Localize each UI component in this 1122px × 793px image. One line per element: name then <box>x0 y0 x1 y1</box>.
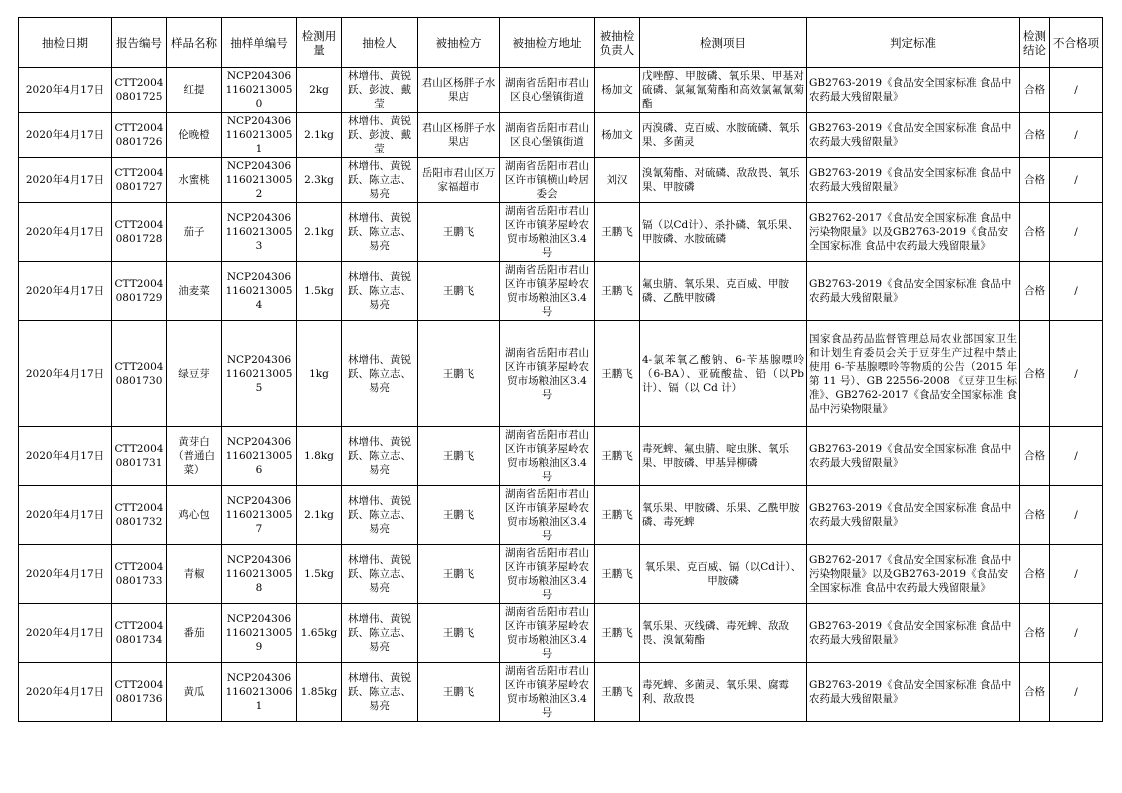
cell-sample: 伦晚橙 <box>167 113 222 158</box>
cell-address: 湖南省岳阳市君山区许市镇茅屋岭农贸市场粮油区3.4号 <box>500 321 595 427</box>
table-row <box>19 604 1103 663</box>
cell-fail: / <box>1050 262 1103 321</box>
cell-date: 2020年4月17日 <box>19 113 112 158</box>
table-row <box>19 321 1103 427</box>
cell-fail: / <box>1050 427 1103 486</box>
cell-inspector: 林增伟、黄锐跃、陈立志、易亮 <box>342 604 418 663</box>
header-date: 抽检日期 <box>19 18 112 68</box>
cell-inspected: 王鹏飞 <box>418 262 500 321</box>
cell-items: 氧乐果、克百威、镉（以Cd计）、甲胺磷 <box>640 545 807 604</box>
cell-sheet-no: NCP20430611602130058 <box>222 545 297 604</box>
cell-inspector: 林增伟、黄锐跃、陈立志、易亮 <box>342 203 418 262</box>
cell-items: 毒死蜱、氟虫腈、啶虫脒、氧乐果、甲胺磷、甲基异柳磷 <box>640 427 807 486</box>
inspection-results-table <box>18 17 1103 722</box>
cell-items: 4-氯苯氧乙酸钠、6-苄基腺嘌呤（6-BA）、亚硫酸盐、铅（以Pb计）、镉（以 Cd 计） <box>640 321 807 427</box>
cell-inspector: 林增伟、黄锐跃、陈立志、易亮 <box>342 158 418 203</box>
cell-fail: / <box>1050 486 1103 545</box>
cell-date: 2020年4月17日 <box>19 486 112 545</box>
cell-report-no: CTT20040801731 <box>112 427 167 486</box>
cell-inspected: 君山区杨胖子水果店 <box>418 68 500 113</box>
cell-standard: GB2763-2019《食品安全国家标准 食品中农药最大残留限量》 <box>807 427 1020 486</box>
cell-fail: / <box>1050 113 1103 158</box>
header-inspector: 抽检人 <box>342 18 418 68</box>
table-row <box>19 427 1103 486</box>
cell-address: 湖南省岳阳市君山区许市镇茅屋岭农贸市场粮油区3.4号 <box>500 486 595 545</box>
cell-manager: 杨加文 <box>595 113 640 158</box>
cell-report-no: CTT20040801733 <box>112 545 167 604</box>
cell-manager: 王鹏飞 <box>595 203 640 262</box>
cell-standard: GB2763-2019《食品安全国家标准 食品中农药最大残留限量》 <box>807 113 1020 158</box>
cell-standard: GB2763-2019《食品安全国家标准 食品中农药最大残留限量》 <box>807 604 1020 663</box>
inspection-results-document <box>18 17 1102 722</box>
cell-address: 湖南省岳阳市君山区许市镇茅屋岭农贸市场粮油区3.4号 <box>500 604 595 663</box>
cell-amount: 2.1kg <box>297 486 342 545</box>
cell-standard: GB2762-2017《食品安全国家标准 食品中污染物限量》以及GB2763-2019《食品安全国家标准 食品中农药最大残留限量》 <box>807 203 1020 262</box>
cell-result: 合格 <box>1020 68 1050 113</box>
table-row <box>19 113 1103 158</box>
header-fail: 不合格项 <box>1050 18 1103 68</box>
cell-standard: GB2763-2019《食品安全国家标准 食品中农药最大残留限量》 <box>807 262 1020 321</box>
cell-inspected: 王鹏飞 <box>418 321 500 427</box>
cell-manager: 刘汉 <box>595 158 640 203</box>
header-result: 检测结论 <box>1020 18 1050 68</box>
cell-inspector: 林增伟、黄锐跃、陈立志、易亮 <box>342 321 418 427</box>
cell-address: 湖南省岳阳市君山区许市镇茅屋岭农贸市场粮油区3.4号 <box>500 203 595 262</box>
cell-date: 2020年4月17日 <box>19 158 112 203</box>
cell-amount: 1.85kg <box>297 663 342 722</box>
cell-manager: 王鹏飞 <box>595 545 640 604</box>
cell-fail: / <box>1050 545 1103 604</box>
cell-sample: 红提 <box>167 68 222 113</box>
cell-report-no: CTT20040801736 <box>112 663 167 722</box>
cell-fail: / <box>1050 68 1103 113</box>
cell-result: 合格 <box>1020 604 1050 663</box>
cell-manager: 王鹏飞 <box>595 486 640 545</box>
header-sample: 样品名称 <box>167 18 222 68</box>
cell-sample: 水蜜桃 <box>167 158 222 203</box>
cell-items: 毒死蜱、多菌灵、氧乐果、腐霉利、敌敌畏 <box>640 663 807 722</box>
cell-standard: 国家食品药品监督管理总局农业部国家卫生和计划生育委员会关于豆芽生产过程中禁止使用 6-苄基腺嘌呤等物质的公告（2015 年第 11 号）、GB 22556-2008 《豆芽卫生标准》、GB2762-2017《食品安全国家标准 食品中污染物限量》 <box>807 321 1020 427</box>
cell-result: 合格 <box>1020 203 1050 262</box>
cell-sample: 番茄 <box>167 604 222 663</box>
cell-items: 氟虫腈、氧乐果、克百威、甲胺磷、乙酰甲胺磷 <box>640 262 807 321</box>
cell-amount: 1kg <box>297 321 342 427</box>
cell-sample: 鸡心包 <box>167 486 222 545</box>
cell-manager: 王鹏飞 <box>595 427 640 486</box>
cell-report-no: CTT20040801729 <box>112 262 167 321</box>
cell-amount: 1.65kg <box>297 604 342 663</box>
cell-result: 合格 <box>1020 427 1050 486</box>
table-row <box>19 158 1103 203</box>
cell-inspector: 林增伟、黄锐跃、彭波、戴莹 <box>342 113 418 158</box>
cell-fail: / <box>1050 158 1103 203</box>
cell-sheet-no: NCP20430611602130052 <box>222 158 297 203</box>
cell-date: 2020年4月17日 <box>19 545 112 604</box>
cell-sheet-no: NCP20430611602130056 <box>222 427 297 486</box>
cell-report-no: CTT20040801730 <box>112 321 167 427</box>
cell-address: 湖南省岳阳市君山区许市镇横山岭居委会 <box>500 158 595 203</box>
cell-standard: GB2763-2019《食品安全国家标准 食品中农药最大残留限量》 <box>807 486 1020 545</box>
cell-address: 湖南省岳阳市君山区许市镇茅屋岭农贸市场粮油区3.4号 <box>500 545 595 604</box>
table-row <box>19 486 1103 545</box>
cell-inspector: 林增伟、黄锐跃、陈立志、易亮 <box>342 262 418 321</box>
cell-items: 戊唑醇、甲胺磷、氧乐果、甲基对硫磷、氯氟氰菊酯和高效氯氟氰菊酯 <box>640 68 807 113</box>
header-report-no: 报告编号 <box>112 18 167 68</box>
cell-result: 合格 <box>1020 262 1050 321</box>
cell-result: 合格 <box>1020 321 1050 427</box>
cell-manager: 王鹏飞 <box>595 321 640 427</box>
cell-sheet-no: NCP20430611602130054 <box>222 262 297 321</box>
cell-sample: 茄子 <box>167 203 222 262</box>
cell-items: 氧乐果、灭线磷、毒死蜱、敌敌畏、溴氰菊酯 <box>640 604 807 663</box>
cell-sheet-no: NCP20430611602130053 <box>222 203 297 262</box>
header-sheet-no: 抽样单编号 <box>222 18 297 68</box>
header-manager: 被抽检负责人 <box>595 18 640 68</box>
cell-fail: / <box>1050 321 1103 427</box>
cell-address: 湖南省岳阳市君山区良心堡镇街道 <box>500 113 595 158</box>
cell-date: 2020年4月17日 <box>19 427 112 486</box>
table-row <box>19 545 1103 604</box>
table-row <box>19 68 1103 113</box>
cell-address: 湖南省岳阳市君山区许市镇茅屋岭农贸市场粮油区3.4号 <box>500 663 595 722</box>
cell-standard: GB2763-2019《食品安全国家标准 食品中农药最大残留限量》 <box>807 68 1020 113</box>
table-row <box>19 663 1103 722</box>
header-amount: 检测用量 <box>297 18 342 68</box>
cell-items: 氧乐果、甲胺磷、乐果、乙酰甲胺磷、毒死蜱 <box>640 486 807 545</box>
cell-amount: 1.5kg <box>297 262 342 321</box>
cell-standard: GB2763-2019《食品安全国家标准 食品中农药最大残留限量》 <box>807 158 1020 203</box>
cell-result: 合格 <box>1020 545 1050 604</box>
cell-inspector: 林增伟、黄锐跃、陈立志、易亮 <box>342 486 418 545</box>
cell-inspector: 林增伟、黄锐跃、陈立志、易亮 <box>342 663 418 722</box>
cell-amount: 1.5kg <box>297 545 342 604</box>
cell-sheet-no: NCP20430611602130050 <box>222 68 297 113</box>
cell-date: 2020年4月17日 <box>19 663 112 722</box>
cell-inspected: 王鹏飞 <box>418 486 500 545</box>
cell-amount: 2.1kg <box>297 113 342 158</box>
cell-report-no: CTT20040801725 <box>112 68 167 113</box>
cell-inspected: 王鹏飞 <box>418 545 500 604</box>
cell-date: 2020年4月17日 <box>19 203 112 262</box>
cell-sheet-no: NCP20430611602130051 <box>222 113 297 158</box>
cell-sample: 油麦菜 <box>167 262 222 321</box>
cell-manager: 杨加文 <box>595 68 640 113</box>
cell-date: 2020年4月17日 <box>19 321 112 427</box>
cell-fail: / <box>1050 663 1103 722</box>
table-header-row <box>19 18 1103 68</box>
cell-sheet-no: NCP20430611602130061 <box>222 663 297 722</box>
table-row <box>19 262 1103 321</box>
cell-manager: 王鹏飞 <box>595 262 640 321</box>
cell-manager: 王鹏飞 <box>595 663 640 722</box>
cell-standard: GB2763-2019《食品安全国家标准 食品中农药最大残留限量》 <box>807 663 1020 722</box>
cell-fail: / <box>1050 203 1103 262</box>
cell-report-no: CTT20040801727 <box>112 158 167 203</box>
cell-inspector: 林增伟、黄锐跃、彭波、戴莹 <box>342 68 418 113</box>
cell-items: 丙溴磷、克百威、水胺硫磷、氧乐果、多菌灵 <box>640 113 807 158</box>
cell-sample: 黄瓜 <box>167 663 222 722</box>
cell-inspected: 岳阳市君山区万家福超市 <box>418 158 500 203</box>
cell-inspected: 王鹏飞 <box>418 203 500 262</box>
header-address: 被抽检方地址 <box>500 18 595 68</box>
cell-date: 2020年4月17日 <box>19 262 112 321</box>
cell-result: 合格 <box>1020 486 1050 545</box>
cell-items: 镉（以Cd计）、杀扑磷、氧乐果、甲胺磷、水胺硫磷 <box>640 203 807 262</box>
cell-amount: 1.8kg <box>297 427 342 486</box>
cell-result: 合格 <box>1020 158 1050 203</box>
cell-address: 湖南省岳阳市君山区许市镇茅屋岭农贸市场粮油区3.4号 <box>500 427 595 486</box>
cell-items: 溴氰菊酯、对硫磷、敌敌畏、氧乐果、甲胺磷 <box>640 158 807 203</box>
cell-sheet-no: NCP20430611602130057 <box>222 486 297 545</box>
cell-report-no: CTT20040801728 <box>112 203 167 262</box>
cell-report-no: CTT20040801734 <box>112 604 167 663</box>
cell-sample: 青椒 <box>167 545 222 604</box>
table-row <box>19 203 1103 262</box>
cell-inspected: 王鹏飞 <box>418 663 500 722</box>
cell-standard: GB2762-2017《食品安全国家标准 食品中污染物限量》以及GB2763-2019《食品安全国家标准 食品中农药最大残留限量》 <box>807 545 1020 604</box>
cell-sheet-no: NCP20430611602130055 <box>222 321 297 427</box>
cell-date: 2020年4月17日 <box>19 604 112 663</box>
cell-inspector: 林增伟、黄锐跃、陈立志、易亮 <box>342 427 418 486</box>
cell-date: 2020年4月17日 <box>19 68 112 113</box>
cell-inspector: 林增伟、黄锐跃、陈立志、易亮 <box>342 545 418 604</box>
cell-fail: / <box>1050 604 1103 663</box>
header-inspected: 被抽检方 <box>418 18 500 68</box>
cell-amount: 2.3kg <box>297 158 342 203</box>
cell-inspected: 王鹏飞 <box>418 427 500 486</box>
cell-inspected: 王鹏飞 <box>418 604 500 663</box>
cell-result: 合格 <box>1020 113 1050 158</box>
cell-inspected: 君山区杨胖子水果店 <box>418 113 500 158</box>
cell-result: 合格 <box>1020 663 1050 722</box>
cell-amount: 2kg <box>297 68 342 113</box>
cell-report-no: CTT20040801732 <box>112 486 167 545</box>
cell-sample: 黄芽白（普通白菜） <box>167 427 222 486</box>
cell-address: 湖南省岳阳市君山区许市镇茅屋岭农贸市场粮油区3.4号 <box>500 262 595 321</box>
cell-manager: 王鹏飞 <box>595 604 640 663</box>
cell-report-no: CTT20040801726 <box>112 113 167 158</box>
header-items: 检测项目 <box>640 18 807 68</box>
cell-address: 湖南省岳阳市君山区良心堡镇街道 <box>500 68 595 113</box>
cell-amount: 2.1kg <box>297 203 342 262</box>
header-standard: 判定标准 <box>807 18 1020 68</box>
cell-sheet-no: NCP20430611602130059 <box>222 604 297 663</box>
cell-sample: 绿豆芽 <box>167 321 222 427</box>
